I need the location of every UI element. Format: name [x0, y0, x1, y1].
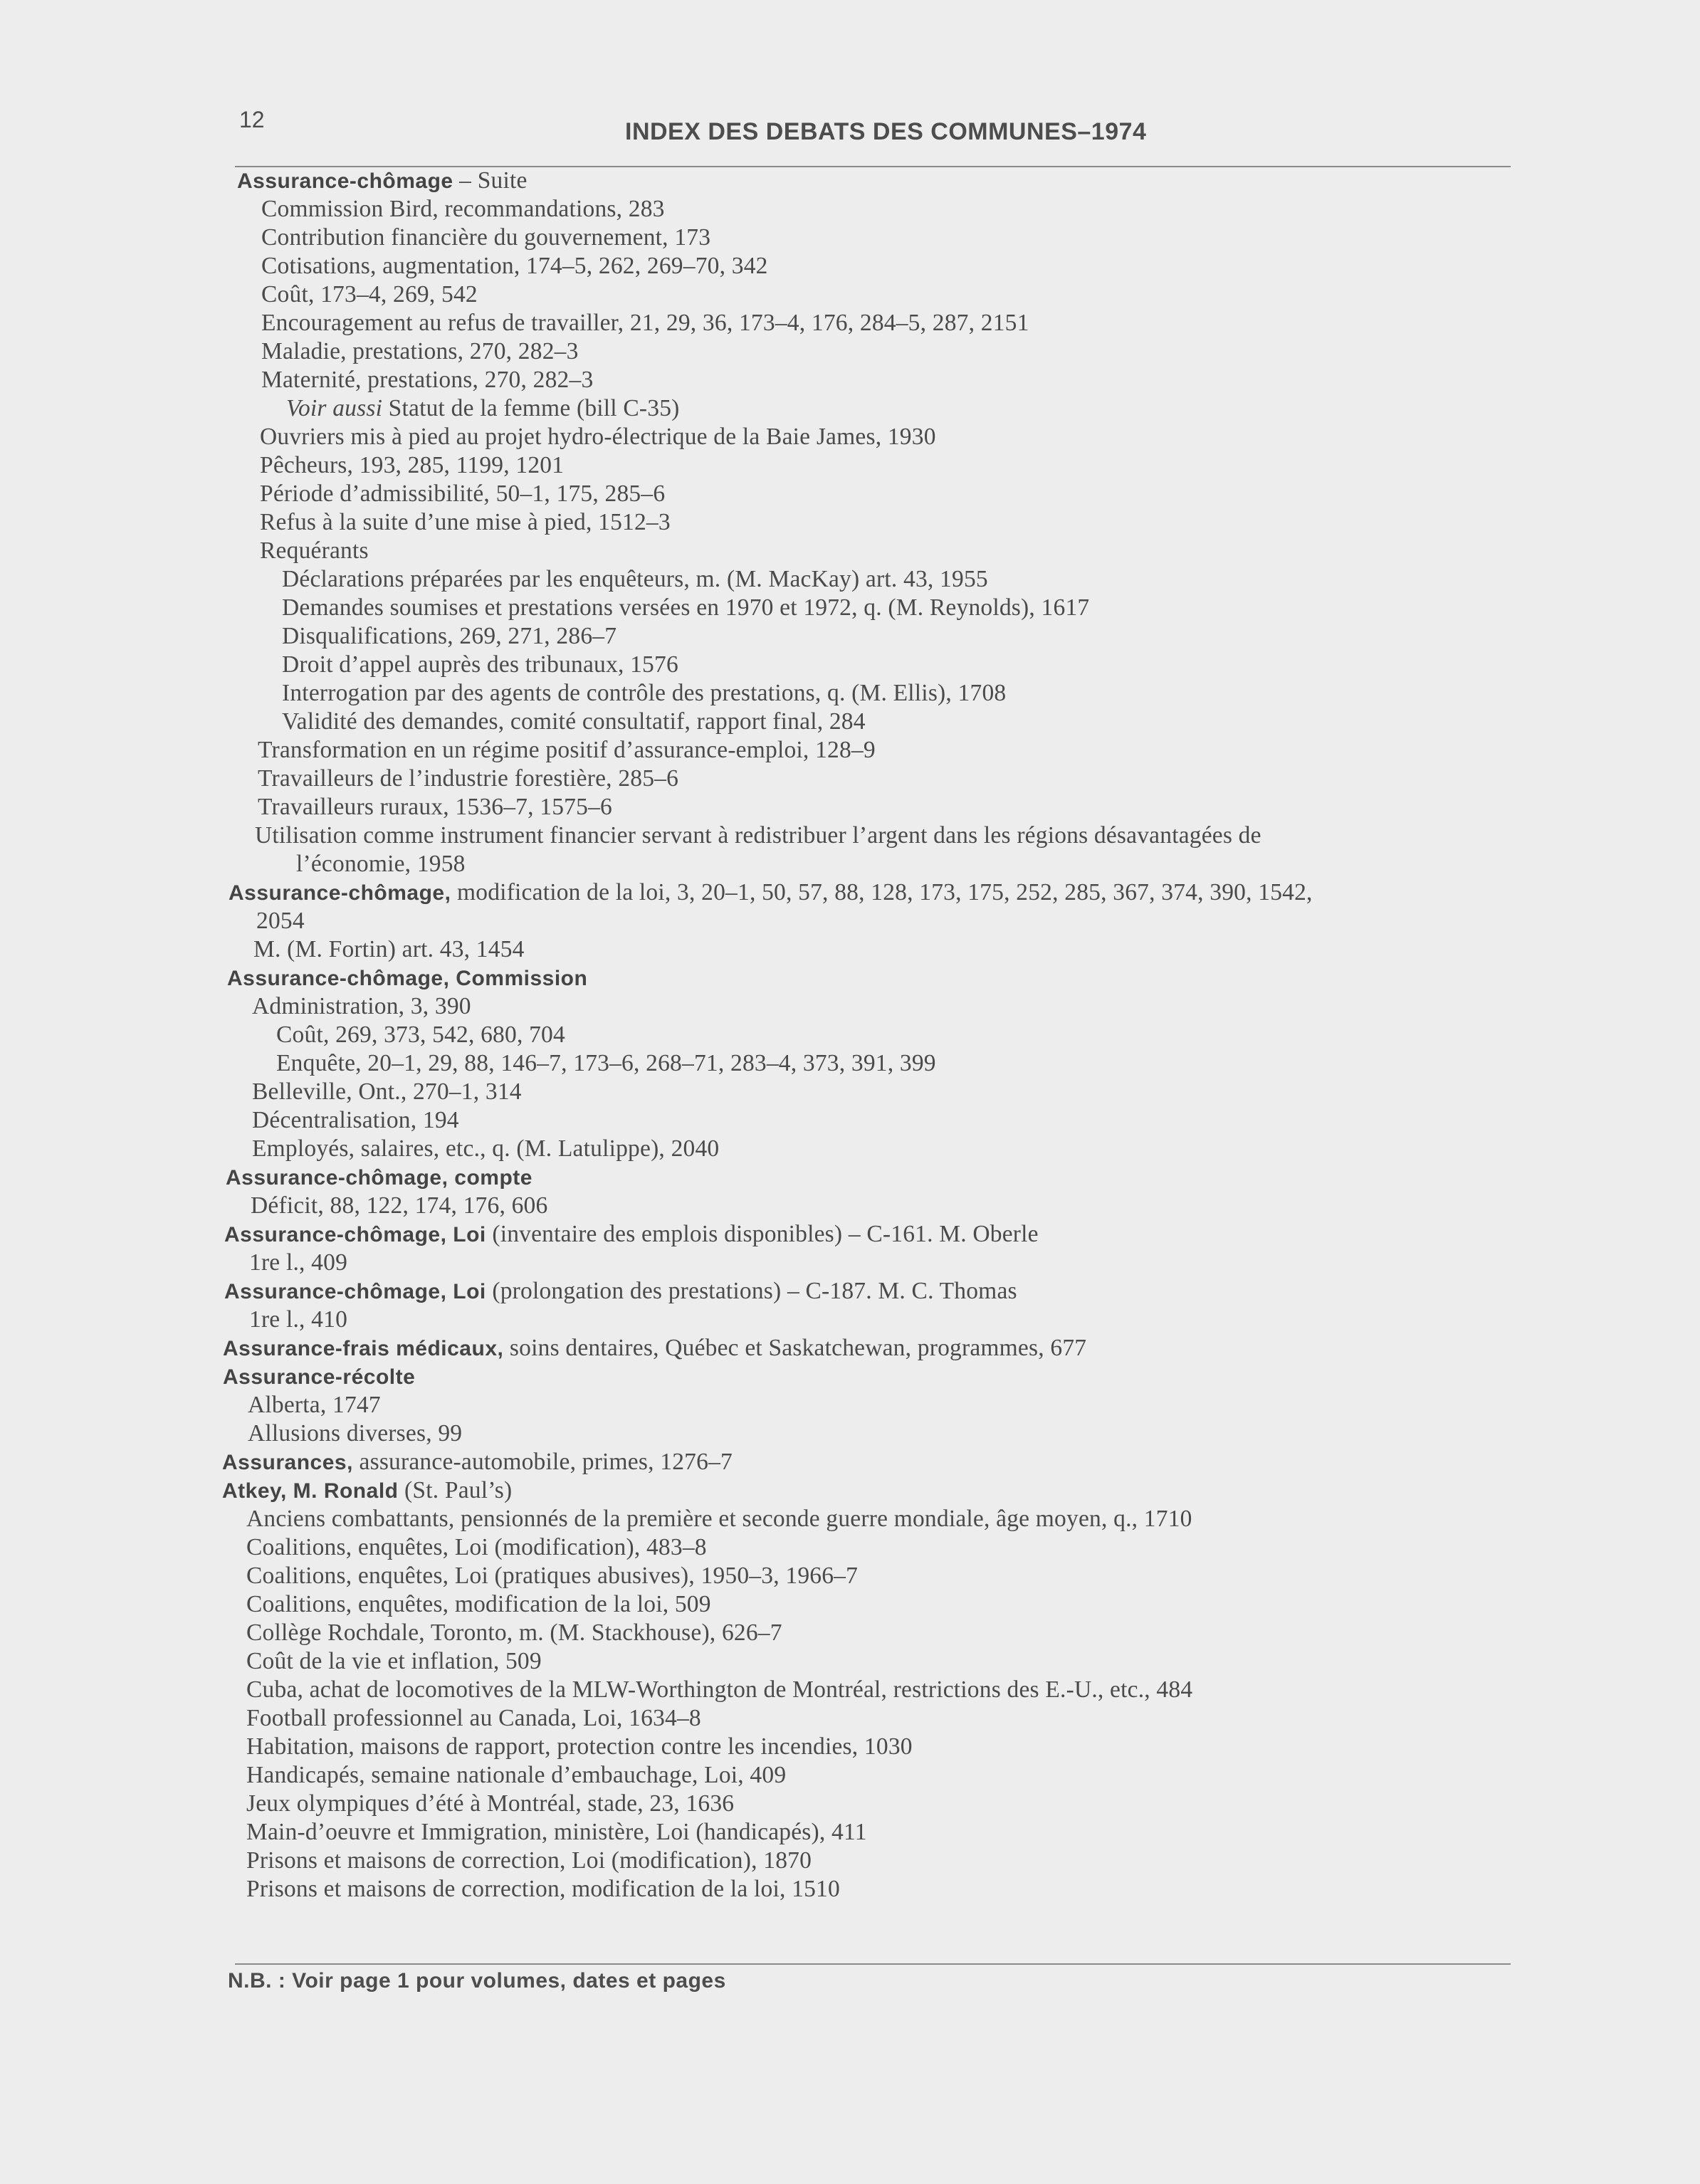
- index-line: [261, 280, 478, 309]
- index-entry-text: Maladie, prestations, 270, 282–3: [261, 338, 579, 364]
- footnote: N.B. : Voir page 1 pour volumes, dates et pages: [228, 1969, 726, 1993]
- index-line: [261, 252, 768, 280]
- index-entry-text: Contribution financière du gouvernement, 173: [261, 224, 711, 251]
- index-line: [258, 793, 612, 821]
- index-line: [246, 1505, 1192, 1533]
- index-entry-text: Encouragement au refus de travailler, 21, 29, 36, 173–4, 176, 284–5, 287, 2151: [261, 310, 1029, 336]
- index-entry-text: (St. Paul’s): [398, 1477, 513, 1503]
- index-line: [246, 1818, 867, 1847]
- index-line: [282, 679, 1006, 708]
- running-title: INDEX DES DEBATS DES COMMUNES–1974: [625, 118, 1147, 145]
- index-entry-text: Coalitions, enquêtes, Loi (pratiques abusives), 1950–3, 1966–7: [246, 1563, 859, 1589]
- index-line: [246, 1761, 786, 1790]
- index-line: [260, 480, 665, 508]
- index-entry-text: Habitation, maisons de rapport, protection contre les incendies, 1030: [246, 1733, 913, 1760]
- index-line: [255, 821, 1261, 850]
- index-line: [246, 1676, 1192, 1704]
- index-entry-text: Prisons et maisons de correction, Loi (modification), 1870: [246, 1847, 812, 1874]
- index-entry-text: Alberta, 1747: [248, 1392, 381, 1418]
- index-entry-text: modification de la loi, 3, 20–1, 50, 57, 88, 128, 173, 175, 252, 285, 367, 374, 390, 1542,: [451, 879, 1313, 905]
- index-line: [282, 622, 616, 651]
- index-line: [224, 1220, 1039, 1249]
- index-entry-text: Commission Bird, recommandations, 283: [261, 196, 665, 222]
- cross-reference-label: Voir aussi: [286, 395, 383, 421]
- index-entry-text: Anciens combattants, pensionnés de la première et seconde guerre mondiale, âge moyen, q., 1710: [246, 1506, 1192, 1532]
- index-line: [282, 708, 866, 736]
- index-line: [261, 366, 593, 394]
- index-entry-text: Ouvriers mis à pied au projet hydro-électrique de la Baie James, 1930: [260, 424, 936, 450]
- index-line: [224, 1277, 1017, 1306]
- index-entry-text: (inventaire des emplois disponibles) – C-161. M. Oberle: [486, 1221, 1039, 1247]
- index-entry-text: Enquête, 20–1, 29, 88, 146–7, 173–6, 268–71, 283–4, 373, 391, 399: [276, 1050, 936, 1076]
- index-line: [227, 964, 587, 993]
- index-line: [246, 1847, 812, 1875]
- index-entry-text: 1re l., 409: [249, 1249, 348, 1276]
- index-entry-text: 1re l., 410: [249, 1306, 348, 1333]
- index-line: [246, 1875, 840, 1904]
- index-entry-text: assurance-automobile, primes, 1276–7: [352, 1449, 733, 1475]
- index-line: [246, 1790, 734, 1818]
- index-line: [246, 1533, 707, 1562]
- index-line: [246, 1647, 542, 1676]
- index-entry-text: Coût, 269, 373, 542, 680, 704: [276, 1022, 565, 1048]
- index-entry-text: Période d’admissibilité, 50–1, 175, 285–6: [260, 481, 666, 507]
- index-line: [246, 1562, 858, 1590]
- index-line: [246, 1733, 913, 1761]
- index-line: [296, 850, 466, 878]
- index-heading: Assurance-chômage, Loi: [224, 1223, 486, 1246]
- index-line: [248, 1391, 381, 1419]
- index-entry-text: Travailleurs ruraux, 1536–7, 1575–6: [258, 794, 612, 820]
- index-entry-text: Statut de la femme (bill C-35): [382, 395, 680, 421]
- index-line: [222, 1476, 512, 1506]
- index-line: [256, 907, 305, 935]
- index-heading: Assurance-chômage,: [229, 881, 451, 905]
- index-line: [246, 1619, 782, 1647]
- index-entry-text: Déclarations préparées par les enquêteurs, m. (M. MacKay) art. 43, 1955: [282, 566, 988, 592]
- index-line: [260, 537, 369, 565]
- index-line: [251, 1192, 547, 1220]
- index-entry-text: Coût, 173–4, 269, 542: [261, 281, 478, 308]
- index-entry-text: Disqualifications, 269, 271, 286–7: [282, 623, 617, 649]
- index-entry-text: Jeux olympiques d’été à Montréal, stade, 23, 1636: [246, 1790, 735, 1817]
- index-line: [248, 1419, 462, 1448]
- index-line: [258, 765, 678, 793]
- index-line: [282, 651, 678, 679]
- index-line: [282, 594, 1089, 622]
- page-number: 12: [239, 107, 265, 132]
- index-line: [261, 309, 1029, 337]
- index-line: [260, 508, 671, 537]
- index-line: [252, 1078, 522, 1106]
- index-entry-text: Coalitions, enquêtes, Loi (modification), 483–8: [246, 1534, 707, 1560]
- index-line: [246, 1590, 711, 1619]
- index-line: [276, 1049, 936, 1078]
- index-entry-text: Allusions diverses, 99: [248, 1420, 463, 1447]
- index-heading: Assurance-chômage, Loi: [224, 1280, 486, 1303]
- index-entry-text: Cotisations, augmentation, 174–5, 262, 269–70, 342: [261, 253, 768, 279]
- index-entry-text: Employés, salaires, etc., q. (M. Latulippe), 2040: [252, 1135, 720, 1162]
- index-line: [252, 1106, 459, 1135]
- index-heading: Atkey, M. Ronald: [222, 1479, 399, 1503]
- index-line: [261, 195, 665, 224]
- index-heading: Assurances,: [222, 1451, 353, 1474]
- index-line: [223, 1363, 415, 1392]
- index-line: [249, 1249, 347, 1277]
- index-line: [260, 423, 936, 451]
- index-entry-text: Demandes soumises et prestations versées en 1970 et 1972, q. (M. Reynolds), 1617: [282, 594, 1090, 621]
- index-entry-text: M. (M. Fortin) art. 43, 1454: [253, 936, 525, 962]
- index-line: [226, 1163, 532, 1192]
- index-line: [229, 878, 1313, 908]
- index-entry-text: Refus à la suite d’une mise à pied, 1512–3: [260, 509, 671, 535]
- index-entry-text: (prolongation des prestations) – C-187. M. C. Thomas: [486, 1278, 1017, 1304]
- index-heading: Assurance-chômage, compte: [226, 1166, 532, 1190]
- index-entry-text: Travailleurs de l’industrie forestière, 285–6: [258, 765, 679, 792]
- index-line: [246, 1704, 701, 1733]
- index-line: [260, 451, 564, 480]
- index-entry-text: Requérants: [260, 537, 369, 564]
- index-entry-text: Pêcheurs, 193, 285, 1199, 1201: [260, 452, 565, 478]
- index-line: [276, 1021, 565, 1049]
- index-line: [261, 337, 579, 366]
- index-heading: Assurance-chômage, Commission: [227, 967, 588, 990]
- index-entry-text: 2054: [256, 908, 305, 934]
- index-entry-text: Collège Rochdale, Toronto, m. (M. Stackhouse), 626–7: [246, 1619, 782, 1646]
- index-line: [249, 1306, 347, 1334]
- index-entry-text: Décentralisation, 194: [252, 1107, 459, 1133]
- index-entry-text: Droit d’appel auprès des tribunaux, 1576: [282, 651, 678, 678]
- index-entry-text: soins dentaires, Québec et Saskatchewan, programmes, 677: [503, 1335, 1087, 1361]
- index-line: [237, 167, 528, 196]
- index-entry-text: Utilisation comme instrument financier servant à redistribuer l’argent dans les régions désavantagées de: [255, 822, 1261, 849]
- index-entry-text: Validité des demandes, comité consultatif, rapport final, 284: [282, 708, 866, 735]
- index-entry-text: – Suite: [453, 167, 528, 194]
- index-entry-text: Interrogation par des agents de contrôle des prestations, q. (M. Ellis), 1708: [282, 680, 1007, 706]
- index-entry-text: Coalitions, enquêtes, modification de la loi, 509: [246, 1591, 711, 1617]
- index-entry-text: Prisons et maisons de correction, modification de la loi, 1510: [246, 1876, 840, 1902]
- index-entry-text: Coût de la vie et inflation, 509: [246, 1648, 542, 1674]
- index-line: [253, 935, 525, 964]
- index-heading: Assurance-frais médicaux,: [223, 1337, 504, 1360]
- footer-rule: [235, 1963, 1511, 1965]
- index-line: [222, 1448, 733, 1477]
- index-line: [286, 394, 680, 423]
- index-heading: Assurance-chômage: [237, 169, 453, 193]
- index-entry-text: Déficit, 88, 122, 174, 176, 606: [251, 1192, 548, 1219]
- index-line: [261, 224, 710, 252]
- index-entry-text: Main-d’oeuvre et Immigration, ministère, Loi (handicapés), 411: [246, 1819, 867, 1845]
- index-line: [282, 565, 988, 594]
- index-entry-text: l’économie, 1958: [296, 851, 466, 877]
- index-entry-text: Football professionnel au Canada, Loi, 1634–8: [246, 1705, 701, 1731]
- index-entry-text: Belleville, Ont., 270–1, 314: [252, 1078, 522, 1105]
- index-line: [258, 736, 876, 765]
- index-entry-text: Administration, 3, 390: [252, 993, 471, 1019]
- index-entry-text: Cuba, achat de locomotives de la MLW-Worthington de Montréal, restrictions des E.-U., etc., 484: [246, 1676, 1193, 1703]
- index-entry-text: Maternité, prestations, 270, 282–3: [261, 367, 594, 393]
- index-entry-text: Transformation en un régime positif d’assurance-emploi, 128–9: [258, 737, 876, 763]
- index-line: [252, 992, 471, 1021]
- index-heading: Assurance-récolte: [223, 1365, 416, 1389]
- index-line: [223, 1334, 1086, 1363]
- index-entry-text: Handicapés, semaine nationale d’embauchage, Loi, 409: [246, 1762, 787, 1788]
- index-line: [252, 1135, 719, 1163]
